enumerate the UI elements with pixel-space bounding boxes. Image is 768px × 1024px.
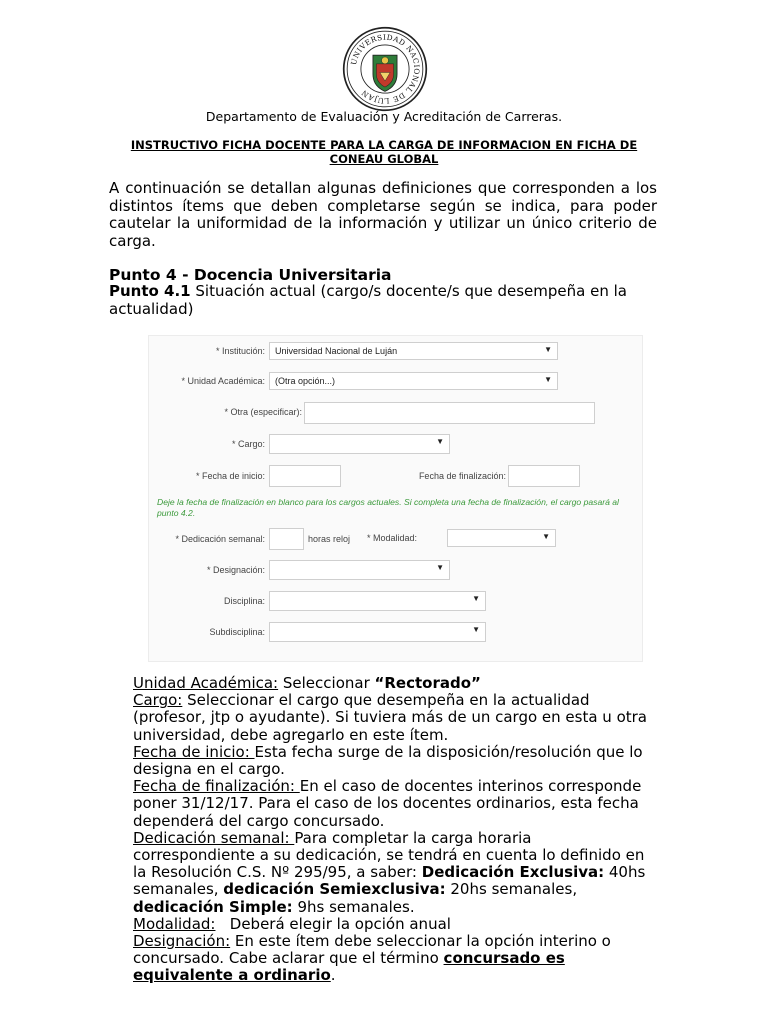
chevron-down-icon: ▼: [436, 563, 444, 572]
subdisciplina-select[interactable]: [269, 622, 486, 642]
chevron-down-icon: ▼: [436, 437, 444, 446]
horas-reloj-label: horas reloj: [308, 534, 351, 544]
fecha-inicio-input[interactable]: [269, 465, 341, 487]
cargo-label: * Cargo:: [231, 439, 265, 449]
dedicacion-expl-text: Para completar la carga horaria correspondiente a su dedicación, se tendrá en cuenta lo definido en la Resolución C.S. Nº 295/95, a saber:: [133, 828, 645, 882]
dedicacion-input[interactable]: [269, 528, 304, 550]
designacion-select[interactable]: [269, 560, 450, 580]
modalidad-expl-text: Deberá elegir la opción anual: [215, 914, 451, 933]
cargo-select[interactable]: [269, 434, 450, 454]
svg-text:UNIVERSIDAD NACIONAL DE LUJAN: UNIVERSIDAD NACIONAL DE LUJAN: [348, 32, 422, 106]
ded-semiexclusiva: dedicación Semiexclusiva:: [223, 880, 446, 899]
fecha-fin-input[interactable]: [508, 465, 580, 487]
chevron-down-icon: ▼: [542, 532, 550, 541]
dedicacion-expl-label: Dedicación semanal:: [133, 828, 295, 847]
modalidad-select[interactable]: [447, 529, 556, 547]
fecha-note: Deje la fecha de finalización en blanco para los cargos actuales. Si completa una fecha de finalización, el cargo pasará al punto 4.2.: [157, 497, 619, 518]
university-seal-logo: [342, 26, 428, 112]
ded-semiexclusiva-hs: 20hs semanales,: [445, 880, 578, 899]
inicio-expl-label: Fecha de inicio:: [133, 742, 255, 761]
intro-paragraph: A continuación se detallan algunas definiciones que corresponden a los distintos ítems que deben completarse según se indica, para poder cautelar la uniformidad de la información y utilizar un único criterio de carga.: [109, 179, 657, 250]
unidad-label: * Unidad Académica:: [181, 376, 265, 386]
chevron-down-icon: ▼: [544, 345, 552, 354]
unidad-select[interactable]: [269, 372, 558, 390]
fin-expl-text: En el caso de docentes interinos corresponde poner 31/12/17. Para el caso de los docentes ordinarios, esta fecha dependerá del cargo concursado.: [133, 777, 642, 830]
designacion-expl-end: .: [330, 966, 336, 985]
cargo-expl-label: Cargo:: [133, 691, 183, 710]
unidad-expl-value: “Rectorado”: [374, 674, 481, 692]
otra-input[interactable]: [304, 402, 595, 424]
designacion-expl-label: Designación:: [133, 932, 231, 951]
dedicacion-label: * Dedicación semanal:: [175, 534, 265, 544]
chevron-down-icon: ▼: [472, 625, 480, 634]
unidad-expl-text: Seleccionar: [278, 674, 375, 692]
modalidad-label: * Modalidad:: [366, 533, 417, 543]
document-title: INSTRUCTIVO FICHA DOCENTE PARA LA CARGA DE INFORMACION EN FICHA DE CONEAU GLOBAL: [130, 138, 638, 166]
fecha-inicio-label: * Fecha de inicio:: [195, 471, 265, 481]
ded-simple-hs: 9hs semanales.: [292, 897, 415, 916]
subsection-heading: [109, 282, 669, 318]
fecha-fin-label: Fecha de finalización:: [418, 471, 506, 481]
ded-simple: dedicación Simple:: [133, 897, 293, 916]
institucion-label: * Institución:: [215, 346, 265, 356]
disciplina-label: Disciplina:: [223, 596, 265, 606]
fin-expl-label: Fecha de finalización:: [133, 777, 300, 796]
department-name: Departamento de Evaluación y Acreditación de Carreras.: [205, 109, 563, 124]
designacion-expl-text: En este ítem debe seleccionar la opción interino o concursado. Cabe aclarar que el término: [133, 932, 611, 968]
chevron-down-icon: ▼: [544, 375, 552, 384]
form-screenshot: [148, 335, 643, 662]
section-heading: Punto 4 - Docencia Universitaria: [109, 266, 392, 284]
cargo-expl-text: Seleccionar el cargo que desempeña en la actualidad (profesor, jtp o ayudante). Si tuviera más de un cargo en esta u otra universidad, debe agregarlo en este ítem.: [133, 691, 647, 744]
unidad-value: (Otra opción...): [275, 376, 336, 386]
field-explanations: [133, 675, 653, 985]
unidad-expl-label: Unidad Académica:: [133, 674, 279, 692]
institucion-value: Universidad Nacional de Luján: [275, 346, 398, 356]
otra-label: * Otra (especificar):: [224, 407, 302, 417]
designacion-expl-bold: concursado es equivalente a ordinario: [133, 949, 565, 985]
inicio-expl-text: Esta fecha surge de la disposición/resolución que lo designa en el cargo.: [133, 742, 643, 779]
disciplina-select[interactable]: [269, 591, 486, 611]
chevron-down-icon: ▼: [472, 594, 480, 603]
institucion-select[interactable]: [269, 342, 558, 360]
modalidad-expl-label: Modalidad:: [133, 914, 216, 933]
subsection-text: Situación actual (cargo/s docente/s que desempeña en la actualidad): [109, 282, 627, 318]
subsection-label: Punto 4.1: [109, 282, 191, 300]
ded-exclusiva-hs: 40hs semanales,: [133, 863, 646, 899]
subdisciplina-label: Subdisciplina:: [209, 627, 265, 637]
designacion-label: * Designación:: [206, 565, 265, 575]
ded-exclusiva: Dedicación Exclusiva:: [421, 863, 605, 882]
